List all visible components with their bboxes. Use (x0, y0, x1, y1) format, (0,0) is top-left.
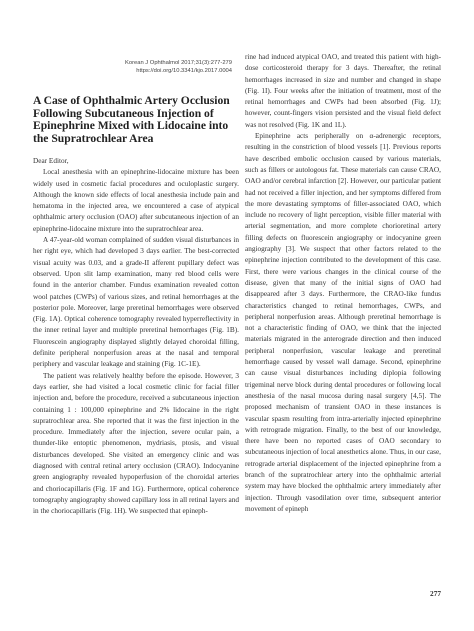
body-paragraph: Local anesthesia with an epinephrine-lidocaine mixture has been widely used in cosmetic facial procedures and oculoplastic surgery. Although the known side effects of local anesthesia include pain and hematoma in the injected area, we encountered a case of atypical ophthalmic artery occlusion (OAO) after subcutaneous injection of an epinephrine-lidocaine mixture into the supratrochlear area. (33, 168, 239, 233)
body-paragraph: A 47-year-old woman complained of sudden visual disturbances in her right eye, which had developed 3 days earlier. The best-corrected visual acuity was 0.03, and a grade-II afferent pupillary defect was observed. Upon slit lamp examination, many red blood cells were found in the anterior chamber. Fundus examination revealed cotton wool patches (CWPs) of various sizes, and retinal hemorrhages at the posterior pole. Moreover, large preretinal hemorrhages were observed (Fig. 1A). Optical coherence tomography revealed hyperreflectivity in the inner retinal layer and multiple preretinal hemorrhages (Fig. 1B). Fluorescein angiography displayed slightly delayed choroidal filling, definite peripheral nonperfusion areas at the nasal and temporal periphery and vascular leakage and staining (Fig. 1C-1E). (33, 236, 239, 369)
body-paragraph: rine had induced atypical OAO, and treated this patient with high-dose corticosteroid therapy for 3 days. Thereafter, the retinal hemorrhages increased in size and number and changed in shape (Fig. 1I). Four weeks after the initiation of treatment, most of the retinal hemorrhages and CWPs had been absorbed (Fig. 1J); however, count-fingers vision persisted and the visual field defect was not resolved (Fig. 1K and 1L). (245, 53, 441, 129)
body-paragraph: The patient was relatively healthy before the episode. However, 3 days earlier, she had visited a local cosmetic clinic for facial filler injection and, before the procedure, received a subcutaneous injection containing 1 : 100,000 epinephrine and 2% lidocaine in the right supratrochlear area. She reported that it was the first injection in the procedure. Immediately after the injection, severe ocular pain, a thunder-like entoptic phenomenon, mydriasis, ptosis, and visual disturbances developed. She visited an emergency clinic and was diagnosed with central retinal artery occlusion (CRAO). Indocyanine green angiography revealed hypoperfusion of the choroidal arteries and choriocapillaris (Fig. 1F and 1G). Furthermore, optical coherence tomography angiography showed capillary loss in all retinal layers and in the choriocapillaris (Fig. 1H). We suspected that epineph- (33, 371, 239, 516)
left-column (33, 156, 239, 518)
journal-citation: Korean J Ophthalmol 2017;31(3):277-279 (125, 60, 232, 66)
right-column (245, 52, 441, 515)
journal-header (120, 59, 232, 75)
article-title: A Case of Ophthalmic Artery Occlusion Following Subcutaneous Injection of Epinephrine Mixed with Lidocaine into the Supratrochlear Area (33, 94, 230, 145)
page-number: 277 (430, 589, 441, 598)
salutation: Dear Editor, (33, 157, 69, 165)
body-paragraph: Epinephrine acts peripherally on α-adrenergic receptors, resulting in the constriction of blood vessels [1]. Previous reports have described embolic occlusion caused by various materials, such as fillers or autologous fat. These materials can cause CRAO, OAO and/or cerebral infarction [2]. However, our particular patient had not received a filler injection, and her symptoms differed from the more devastating symptoms of filler-associated OAO, which include no recovery of light perception, visible filler material with arterial segmentation, and more complete chorioretinal artery filling defects on fluorescein angiography or indocyanine green angiography [3]. We suspect that other factors related to the epinephrine injection contributed to the development of this case. First, there were various changes in the clinical course of the disease, given that many of the initial signs of OAO had disappeared after 3 days. Furthermore, the CRAO-like fundus characteristics changed to retinal hemorrhages, CWPs, and peripheral nonperfusion areas. Although preretinal hemorrhage is not a characteristic finding of OAO, we think that the injected materials migrated in the anterograde direction and then induced peripheral nonperfusion, vascular leakage and preretinal hemorrhage caused by vessel wall damage. Second, epinephrine can cause visual disturbances including diplopia following trigeminal nerve block during dental procedures or following local anesthesia of the nasal mucosa during nasal surgery [4,5]. The proposed mechanism of transient OAO in these instances is vascular spasm resulting from intra-arterially injected epinephrine with retrograde migration. Finally, to the best of our knowledge, there have been no reported cases of OAO secondary to subcutaneous injection of local anesthetics alone. Thus, in our case, retrograde arterial displacement of the injected epinephrine from a branch of the supratrochlear artery into the ophthalmic arterial system may have blocked the ophthalmic artery immediately after injection. Through vasodilation over time, subsequent anterior movement of epineph (245, 132, 441, 513)
doi-line: https://doi.org/10.3341/kjo.2017.0004 (136, 68, 232, 74)
